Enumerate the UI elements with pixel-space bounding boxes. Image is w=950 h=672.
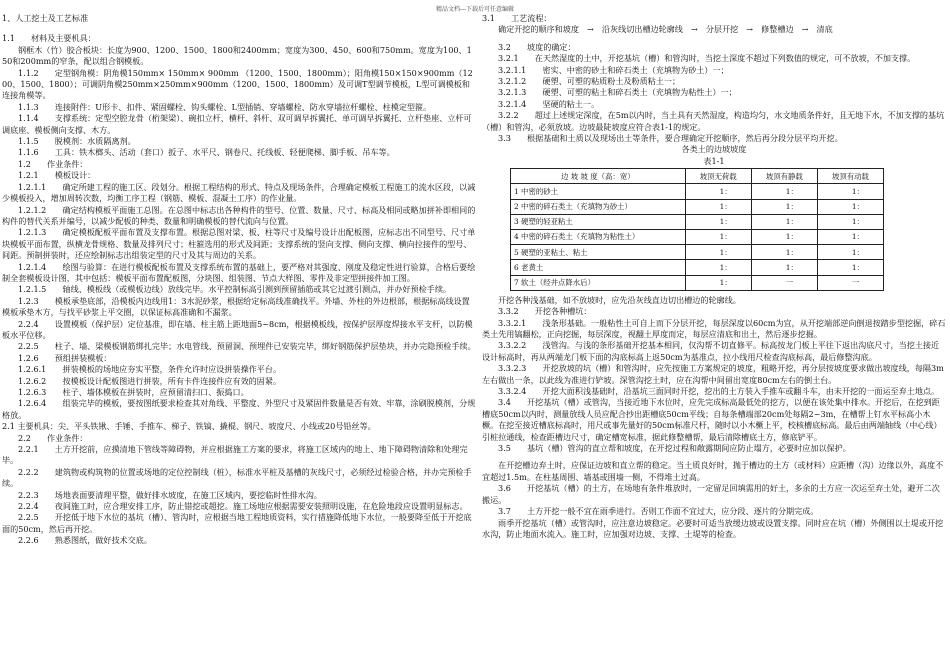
paragraph: 3.2 坡度的确定： xyxy=(498,41,576,52)
paragraph: 1.1 材料及主要机具： xyxy=(2,33,96,44)
paragraph: 3.2.1.1 密实、中密的砂土和碎石类土（充填物为砂土）一； xyxy=(498,64,729,75)
paragraph: 2.2.5 开挖低于地下水位的基坑（槽）、管沟时，应根据当地工程地质资料，实行措施降低地下水位，一般要降至低于开挖底面的50cm，然后再开挖。 xyxy=(2,512,472,534)
paragraph: 3.2.1.3 硬塑、可塑的粘土和碎石类土（充填物为粘性土）一； xyxy=(498,87,737,98)
soil-type-cell: 1 中密的砂土 xyxy=(511,184,686,199)
slope-value-cell: 1： xyxy=(751,260,817,275)
slope-value-cell: 1： xyxy=(817,199,883,214)
table-row xyxy=(511,245,884,260)
slope-table-header: 坡顶无荷载 xyxy=(685,169,751,184)
paragraph: 3.2.2 超过上述规定深度，在5m以内时，当土具有天然湿度，构造均匀，水文地质条件好，且无地下水，不加支撑的基坑（槽）和管沟，必须放坡。边坡最陡坡度应符合表1-1的规定。 xyxy=(482,110,945,132)
paragraph: 2.2.5 柱子、墙、梁模板钢筋绑扎完毕；水电管线、预留洞、预埋件已安装完毕，绑好钢筋保护层垫块，并办完隐预检手续。 xyxy=(18,341,476,352)
slope-value-cell: 1： xyxy=(685,184,751,199)
paragraph: 3.6 开挖基坑（槽）的土方，在场地有条件堆放时，一定留足回填需用的好土，多余的土方应一次运至弃土处，避开二次搬运。 xyxy=(482,483,940,505)
paragraph: 1.2.6 预组拼装模板： xyxy=(18,352,112,363)
slope-value-cell: 1： xyxy=(685,245,751,260)
paragraph: 在开挖槽边弃土时，应保证边坡和直立帮的稳定。当土质良好时，抛于槽边的土方（或材料）应距槽（沟）边缘以外，高度不宜超过1.5m。在柱基周围、墙基或围墙一侧，不得堆土过高。 xyxy=(482,460,944,482)
paragraph: 3.2.1.4 坚硬的粘土一。 xyxy=(498,98,600,109)
soil-type-cell: 7 软土（经井点降水后） xyxy=(511,275,686,290)
slope-value-cell: 1： xyxy=(751,245,817,260)
slope-value-cell: 一 xyxy=(751,275,817,290)
slope-value-cell: 1： xyxy=(817,214,883,229)
paragraph: 1.1.5 脱模剂：水质隔离剂。 xyxy=(18,136,136,147)
paragraph: 1.2.1.4 绘图与验算：在进行模板配板布置及支撑系统布置的基础上，要严格对其强度、刚度及稳定性进行验算，合格后要绘制全套模板设计图，其中包括：模板平面布置配板图，分块图、组装图、节点大样图、零件及非定型拼接件加工图。 xyxy=(2,261,476,283)
slope-table-body xyxy=(511,184,884,290)
paragraph: 各类土的边坡坡度 xyxy=(681,144,747,155)
left-column xyxy=(2,13,476,547)
paragraph: 1.2.6.4 组装完毕的模板，要按图纸要求检查其对角线、平整度、外型尺寸及紧固件数量是否有效、牢靠，涂刷脱模剂，分规格放。 xyxy=(2,398,476,420)
right-top-text xyxy=(482,13,946,167)
paragraph: 1、人工挖土及工艺标准 xyxy=(2,13,89,23)
paragraph: 3.3.2.2 浅管沟。与浅的条形基础开挖基本相同，仅沟帮不切直修平。标高按龙门板上平往下返出沟底尺寸，当挖土接近设计标高时，再从两端龙门板下面的沟底标高上返50cm为基准点，拉小线用尺检查沟底标高，最后修整沟底。 xyxy=(482,340,940,362)
slope-value-cell: 1： xyxy=(817,245,883,260)
slope-value-cell: 1： xyxy=(685,214,751,229)
slope-value-cell: 1： xyxy=(685,260,751,275)
paragraph: 开挖各种浅基础，如不放坡时，应先沿灰线直边切出槽边的轮廓线。 xyxy=(498,294,741,305)
slope-value-cell: 1： xyxy=(751,214,817,229)
paragraph: 2.2.4 夜间施工时，应合理安排工序，防止错挖或超挖。施工场地应根据需要安装照明设施，在危险地段应设置明显标志。 xyxy=(18,501,468,512)
slope-value-cell: 1： xyxy=(817,230,883,245)
paragraph: 2.2.6 熟悉图纸，做好技术交底。 xyxy=(18,535,152,546)
paragraph: 1.2.6.2 按模板设计配板图进行拼装，所有卡件连接件应有效的固紧。 xyxy=(18,375,282,386)
paragraph: 1.1.4 支撑系统：定型空腔龙骨（桁架梁）、碗扣立杆、横杆、斜杆、双可调早拆翼托、单可调早拆翼托、立杆垫座、立杆可调底座、模板侧向支撑、木方。 xyxy=(2,113,472,135)
paragraph: 3.3.2.3 开挖放坡的坑（槽）和管沟时，应先按施工方案规定的坡度，粗略开挖，再分层按坡度要求做出坡度线，每隔3m左右做出一条，以此线为准进行铲坡。深管沟挖土时，应在沟帮中间留出宽度80cm左右的倒土台。 xyxy=(482,363,944,385)
slope-value-cell: 1： xyxy=(817,184,883,199)
paragraph: 1.2.6.3 柱子、墙体模板在拼装时，应预留清扫口、振捣口。 xyxy=(18,387,249,397)
soil-type-cell: 3 硬塑的轻亚粘土 xyxy=(511,214,686,229)
slope-value-cell: 1： xyxy=(751,230,817,245)
paragraph: 3.3.2.4 开挖大面积浅基础时，沿基坑三面同时开挖，挖出的土方装入手推车或翻斗车，由未开挖的一面运至弃土地点。 xyxy=(498,386,940,397)
soil-type-cell: 4 中密的碎石类土（充填物为粘性土） xyxy=(511,230,686,245)
paragraph: 1.2.1.3 确定模板配板平面布置及支撑布置。根据总图对梁、板、柱等尺寸及编号设计出配板图，应标志出不同型号、尺寸单块模板平面布置，纵横龙骨规格、数量及排列尺寸；柱箍选用的形式及间距；支撑系统的竖向支撑、侧向支撑、横向拉接件的型号、间距。预制拼装时，还应绘制标志出组装定型的尺寸及其与周边的关系。 xyxy=(2,227,476,261)
paragraph: 2.2.1 土方开挖前，应摸清地下管线等障碍物，并应根据施工方案的要求，将施工区域内的地上、地下障碍物清除和处理完毕。 xyxy=(2,444,468,466)
paragraph: 1.2.1.5 轴线、模板线（或模板边线）放线完毕。水平控制标高引测到预留插筋或其它过渡引测点，并办好预检手续。 xyxy=(18,284,452,295)
paragraph: 1.2.1.1 确定所建工程的施工区、段划分。根据工程结构的形式、特点及现场条件，合理确定模板工程施工的流水区段，以减少模板投入，增加周转次数，均衡工序工程（钢筋、模板、混凝土工序）的作业量。 xyxy=(2,181,476,204)
slope-value-cell: 1： xyxy=(685,275,751,290)
soil-type-cell: 2 中密的碎石类土（充填物为砂土） xyxy=(511,199,686,214)
paragraph: 2.2 作业条件： xyxy=(18,432,88,443)
paragraph: 1.1.2 定型钢角模：阴角模150mm× 150mm× 900mm （1200、1500、1800mm）；阳角模150×150×900mm（1200、1500、1800）；可调阴角模250mm×250mm×900mm（1200、1500、1800mm）及可调T型调节模板，L型可调模板和连接角模等。 xyxy=(2,67,473,101)
paragraph: 3.3.2 开挖各种槽坑： xyxy=(498,306,592,317)
paragraph: 1.2.1.2 确定结构模板平面施工总图。在总图中标志出各种构件的型号、位置、数量、尺寸、标高及相同或略加拼补即相同的构件的替代关系并编号，以减少配板的种类、数量和明确模板的替代流向与位置。 xyxy=(2,204,476,226)
paragraph: 2.1 主要机具：尖、平头铁锹、手锤、手推车、梯子、铁镐、撬棍、钢尺、坡度尺、小线或20号铅丝等。 xyxy=(2,421,376,432)
paragraph: 钢框木（竹）胶合板块：长度为900、1200、1500、1800和2400mm；宽度为300、450、600和750mm。宽度为100、150和200mm的窄条，配以组合钢模板。 xyxy=(2,44,472,67)
soil-type-cell: 5 硬塑的亚粘土、粘土 xyxy=(511,245,686,260)
paragraph: 3.3.2.1 浅条形基础。一般粘性土可自上而下分层开挖，每层深度以60cm为宜，从开挖端部逆向倒退按踏步型挖掘，碎石类土先用镐翻松，正向挖掘，每层深度，视翻土厚度而定，每层应清底和出土，然后逐步挖掘。 xyxy=(482,317,946,339)
right-column xyxy=(482,13,946,540)
slope-table-header: 坡顶有静载 xyxy=(751,169,817,184)
paragraph: 1.1.6 工具：铁木榔头、活动（套口）扳子、水平尺、钢卷尺、托线板、轻便爬梯、脚手板、吊车等。 xyxy=(18,147,395,158)
paragraph: 1.2 作业条件： xyxy=(18,158,88,169)
slope-value-cell: 一 xyxy=(817,275,883,290)
paragraph: 3.7 土方开挖一般不宜在雨季进行。否则工作面不宜过大，应分段、逐片的分期完成。 xyxy=(498,506,819,517)
slope-table-header-row xyxy=(511,169,884,184)
paragraph: 2.2.2 建筑物或构筑物的位置或场地的定位控制线（桩），标准水平桩及基槽的灰线尺寸，必须经过检验合格，并办完预检手续。 xyxy=(2,466,472,489)
slope-table xyxy=(510,168,884,291)
slope-value-cell: 1： xyxy=(685,230,751,245)
paragraph: 2.2.4 设置模板（保护层）定位基准，即在墙、柱主筋上距地面5~8cm，根据模板线，按保护层厚度焊接水平支杆，以防模板水平位移。 xyxy=(2,318,473,340)
table-row xyxy=(511,260,884,275)
table-row xyxy=(511,275,884,290)
paragraph: 1.1.3 连接附件：U形卡、扣件、紧固螺栓、钩头螺栓、L型插销、穿墙螺栓、防水穿墙拉杆螺栓、柱模定型箍。 xyxy=(18,101,432,112)
paragraph: 表1-1 xyxy=(703,155,725,166)
slope-value-cell: 1： xyxy=(751,184,817,199)
table-row xyxy=(511,214,884,229)
paragraph: 3.4 开挖基坑（槽）或管沟，当接近地下水位时，应先完成标高最低处的挖方，以便在该处集中排水。开挖后，在挖到距槽底50cm以内时，测量放线人员应配合抄出距槽底50cm平线；自每条槽端部20cm处每隔2~3m，在槽帮上钉水平标高小木橛。在挖至接近槽底标高时，用尺或事先量好的50cm标准尺杆，随时以小木橛上平，校核槽底标高。最后由两端轴线（中心线）引桩拉通线，检查距槽边尺寸，确定槽宽标准，据此修整槽帮，最后清除槽底土方，修底铲平。 xyxy=(482,397,942,442)
page-header: 精品文档---下载后可任意编辑 xyxy=(435,6,515,13)
paragraph: 1.2.6.1 拼装模板的场地应夯实平整，条件允许时应设拼装操作平台。 xyxy=(18,364,282,375)
soil-type-cell: 6 老黄土 xyxy=(511,260,686,275)
paragraph: 1.2.1 模板设计： xyxy=(18,170,96,181)
table-row xyxy=(511,199,884,214)
table-row xyxy=(511,184,884,199)
paragraph: 3.2.1.2 硬塑、可塑的粘质粉土及粉质粘土一； xyxy=(498,76,681,87)
slope-value-cell: 1： xyxy=(685,199,751,214)
paragraph: 2.2.3 场地表面要清理平整，做好排水坡度，在施工区域内，要挖临时性排水沟。 xyxy=(18,489,322,500)
paragraph: 3.2.1 在天然湿度的土中，开挖基坑（槽）和管沟时，当挖土深度不超过下列数值的规定，可不放坡，不加支撑。 xyxy=(498,53,916,64)
paragraph: 3.3 根据基础和土质以及现场出土等条件，要合理确定开挖顺序，然后再分段分层平均开挖。 xyxy=(498,133,843,144)
paragraph: 3.1 工艺流程： xyxy=(482,13,552,23)
paragraph: 3.5 基坑（槽）管沟的直立帮和坡度，在开挖过程和敞露期间应防止塌方，必要时应加以保护。 xyxy=(498,443,851,454)
paragraph: 确定开挖的顺序和坡度 → 沿灰线切出槽边轮廓线 → 分层开挖 → 修整槽边 → 清底 xyxy=(498,24,833,35)
right-bottom-text xyxy=(482,295,946,541)
slope-table-header: 坡顶有动载 xyxy=(817,169,883,184)
slope-table-header: 边 坡 坡 度（高：宽） xyxy=(511,169,686,184)
paragraph: 1.2.3 模板承垫底部，沿模板内边线用1：3水泥砂浆，根据给定标高线准确找平。外墙、外柱的外边根部，根据标高线设置模板承垫木方，与找平砂浆上平交圈，以保证标高准确和不漏浆。 xyxy=(2,295,470,318)
table-row xyxy=(511,230,884,245)
paragraph: 雨季开挖基坑（槽）或管沟时，应注意边坡稳定。必要时可适当放缓边坡或设置支撑。同时应在坑（槽）外侧围以土堤或开挖水沟，防止地面水流入。施工时，应加强对边坡、支撑、土堤等的检查。 xyxy=(482,517,944,539)
slope-value-cell: 1： xyxy=(817,260,883,275)
slope-value-cell: 1： xyxy=(751,199,817,214)
